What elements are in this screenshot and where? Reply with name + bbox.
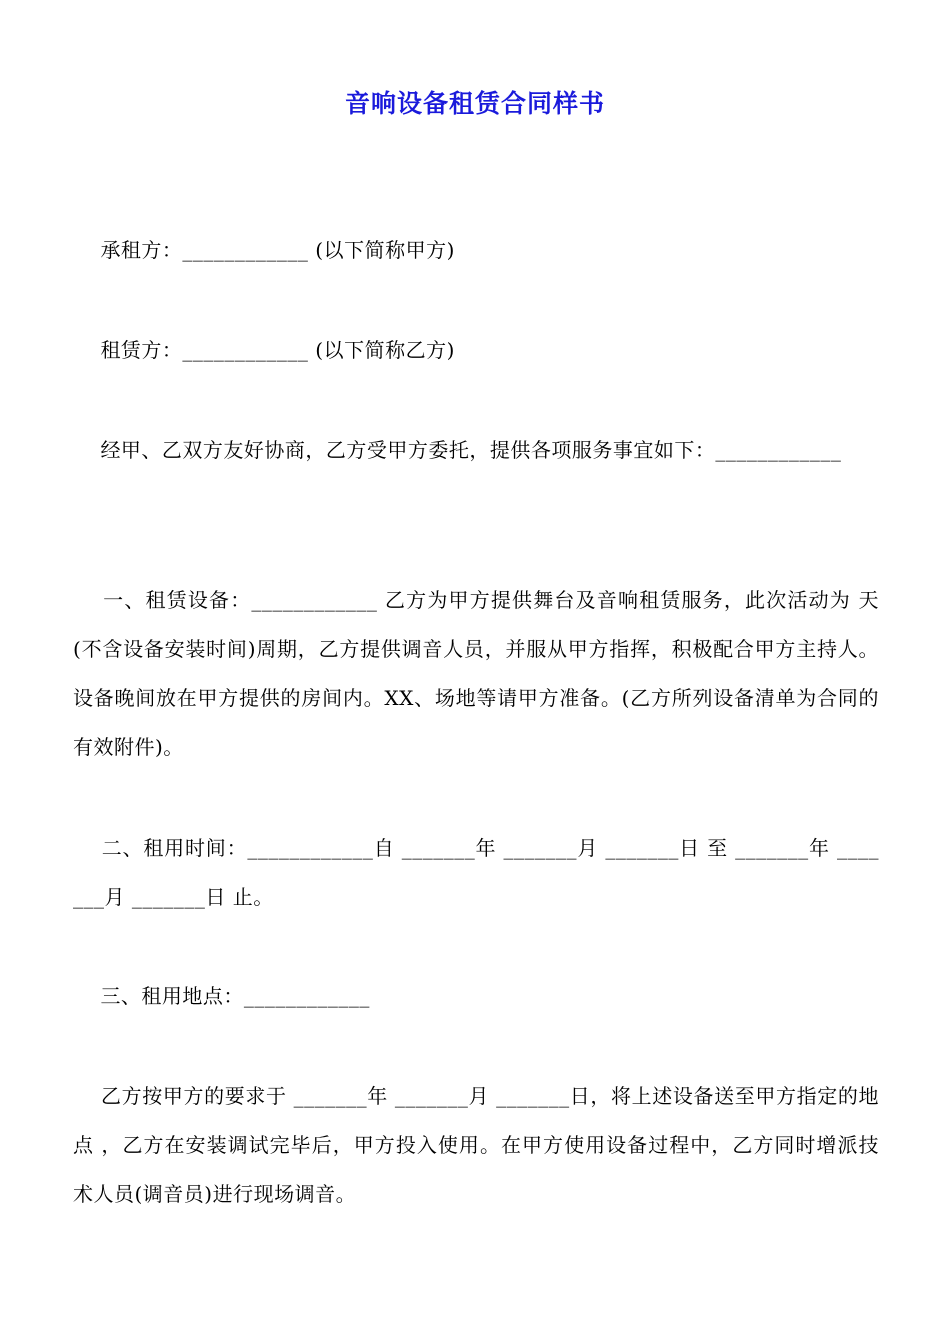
delivery-paragraph: 乙方按甲方的要求于 _______年 _______月 _______日，将上述设备送至甲方指定的地点 ，乙方在安装调试完毕后，甲方投入使用。在甲方使用设备过程中，乙方同时增派技术人员(调音员)进行现场调音。 bbox=[73, 1084, 879, 1206]
clause-3-rental-location: 三、租用地点：____________ bbox=[73, 984, 370, 1008]
lessee-paragraph: 承租方：____________ (以下简称甲方) bbox=[73, 238, 455, 262]
clause-1-equipment: 一、租赁设备：____________ 乙方为甲方提供舞台及音响租赁服务，此次活动为 天(不含设备安装时间)周期，乙方提供调音人员，并服从甲方指挥，积极配合甲方主持人。设备晚间放在甲方提供的房间内。XX、场地等请甲方准备。(乙方所列设备清单为合同的有效附件)。 bbox=[73, 588, 879, 759]
document-title: 音响设备租赁合同样书 bbox=[344, 89, 605, 118]
intro-paragraph: 经甲、乙双方友好协商，乙方受甲方委托，提供各项服务事宜如下：____________ bbox=[73, 438, 842, 462]
lessor-paragraph: 租赁方：____________ (以下简称乙方) bbox=[73, 338, 455, 362]
clause-2-rental-time: 二、租用时间：____________自 _______年 _______月 _______日 至 _______年 _______月 _______日 止。 bbox=[73, 836, 879, 909]
